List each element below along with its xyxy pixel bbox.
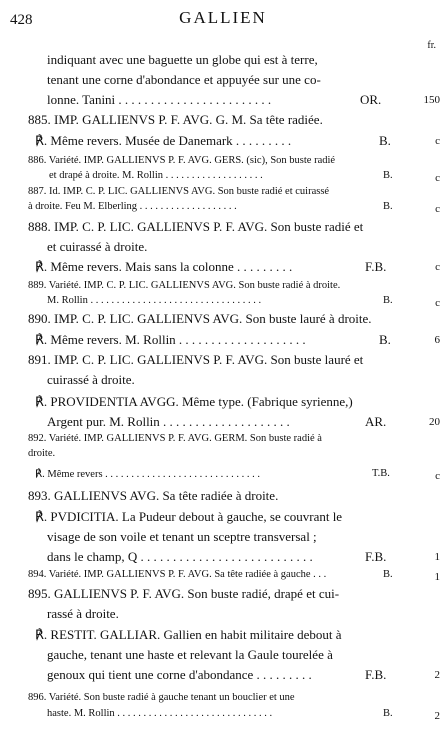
- entry-line: cuirassé à droite.: [47, 372, 135, 387]
- entry-line: haste. M. Rollin . . . . . . . . . . . . . . . . . . . . . . . . . . . . . .: [47, 708, 273, 719]
- rarity-grade: B.: [379, 133, 391, 148]
- entry-line: et cuirassé à droite.: [47, 239, 148, 254]
- entry-line: à droite. Feu M. Elberling . . . . . . . . . . . . . . . . . . .: [28, 201, 237, 212]
- entry-line: 896. Variété. Son buste radié à gauche tenant un bouclier et une: [28, 692, 295, 703]
- rarity-grade: AR.: [365, 414, 387, 429]
- entry-line: ℟. PROVIDENTIA AVGG. Même type. (Fabrique syrienne,): [35, 394, 353, 409]
- currency-label: fr.: [427, 40, 436, 51]
- entry-line: et drapé à droite. M. Rollin . . . . . . . . . . . . . . . . . . .: [49, 170, 263, 181]
- entry-line: 885. IMP. GALLIENVS P. F. AVG. G. M. Sa tête radiée.: [28, 112, 323, 127]
- entry-line: indiquant avec une baguette un globe qui est à terre,: [47, 52, 318, 67]
- entry-line: 890. IMP. C. P. LIC. GALLIENVS AVG. Son buste lauré à droite.: [28, 311, 372, 326]
- rarity-grade: F.B.: [365, 667, 387, 682]
- entry-line: M. Rollin . . . . . . . . . . . . . . . . . . . . . . . . . . . . . . . . .: [47, 295, 262, 306]
- entry-line: 892. Variété. IMP. GALLIENVS P. F. AVG. GERM. Son buste radié à: [28, 433, 322, 444]
- entry-line: 887. Id. IMP. C. P. LIC. GALLIENVS AVG. Son buste radié et cuirassé: [28, 186, 330, 197]
- entry-line: rassé à droite.: [47, 606, 119, 621]
- entry-line: ℟. Même revers . . . . . . . . . . . . . . . . . . . . . . . . . . . . . .: [35, 469, 261, 480]
- price: c: [435, 203, 440, 215]
- price: 150: [423, 94, 440, 106]
- rarity-grade: B.: [383, 295, 393, 306]
- price: 1: [434, 551, 440, 563]
- rarity-grade: B.: [379, 332, 391, 347]
- price: 6: [434, 334, 440, 346]
- price: c: [435, 470, 440, 482]
- price: c: [435, 297, 440, 309]
- entry-line: lonne. Tanini . . . . . . . . . . . . . . . . . . . . . . . .: [47, 92, 272, 107]
- entry-line: tenant une corne d'abondance et appuyée sur une co-: [47, 72, 321, 87]
- rarity-grade: B.: [383, 170, 393, 181]
- running-head: GALLIEN: [179, 8, 267, 27]
- entry-line: ℟. Même revers. M. Rollin . . . . . . . . . . . . . . . . . . . .: [35, 332, 306, 347]
- entry-line: Argent pur. M. Rollin . . . . . . . . . . . . . . . . . . . .: [47, 414, 290, 429]
- entry-line: visage de son voile et tenant un sceptre transversal ;: [47, 529, 317, 544]
- rarity-grade: T.B.: [372, 468, 390, 479]
- price: 20: [429, 416, 440, 428]
- entry-line: 894. Variété. IMP. GALLIENVS P. F. AVG. Sa tête radiée à gauche . . .: [28, 569, 327, 580]
- rarity-grade: F.B.: [365, 259, 387, 274]
- entry-line: ℟. Même revers. Musée de Danemark . . . . . . . . .: [35, 133, 292, 148]
- entry-line: 889. Variété. IMP. C. P. LIC. GALLIENVS AVG. Son buste radié à droite.: [28, 280, 341, 291]
- entry-line: 886. Variété. IMP. GALLIENVS P. F. AVG. GERS. (sic), Son buste radié: [28, 155, 336, 166]
- entry-line: droite.: [28, 448, 56, 459]
- rarity-grade: B.: [383, 201, 393, 212]
- rarity-grade: B.: [383, 708, 393, 719]
- price: 1: [434, 571, 440, 583]
- rarity-grade: B.: [383, 569, 393, 580]
- entry-line: ℟. Même revers. Mais sans la colonne . . . . . . . . .: [35, 259, 293, 274]
- price: c: [435, 261, 440, 273]
- entry-line: ℟. RESTIT. GALLIAR. Gallien en habit militaire debout à: [35, 627, 342, 642]
- entry-line: 891. IMP. C. P. LIC. GALLIENVS P. F. AVG. Son buste lauré et: [28, 352, 364, 367]
- entry-line: ℟. PVDICITIA. La Pudeur debout à gauche, se couvrant le: [35, 509, 343, 524]
- page-number: 428: [10, 12, 33, 28]
- rarity-grade: OR.: [360, 92, 382, 107]
- entry-line: genoux qui tient une corne d'abondance . . . . . . . . .: [47, 667, 312, 682]
- entry-line: 893. GALLIENVS AVG. Sa tête radiée à droite.: [28, 488, 279, 503]
- entry-line: 895. GALLIENVS P. F. AVG. Son buste radié, drapé et cui-: [28, 586, 340, 601]
- entry-line: 888. IMP. C. P. LIC. GALLIENVS P. F. AVG. Son buste radié et: [28, 219, 364, 234]
- entry-line: gauche, tenant une haste et relevant la Gaule tourelée à: [47, 647, 333, 662]
- entry-line: dans le champ, Q . . . . . . . . . . . . . . . . . . . . . . . . . . .: [47, 549, 313, 564]
- price: c: [435, 135, 440, 147]
- price: c: [435, 172, 440, 184]
- price: 2: [434, 710, 440, 722]
- rarity-grade: F.B.: [365, 549, 387, 564]
- price: 2: [434, 669, 440, 681]
